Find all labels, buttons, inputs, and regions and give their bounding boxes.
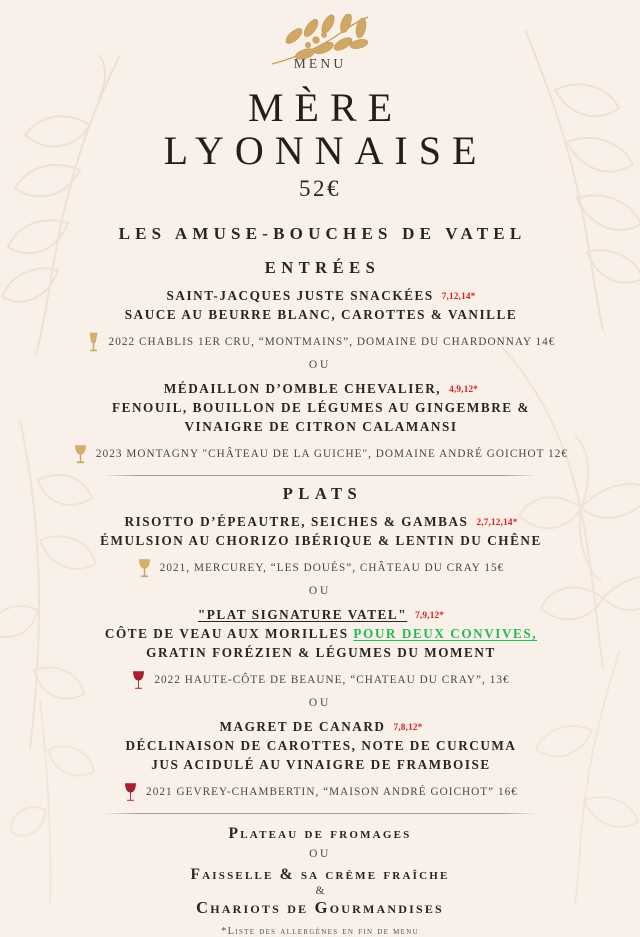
section-heading-entrees: ENTRÉES (264, 258, 381, 278)
dish-item-signature (0, 605, 640, 691)
dish-text: MÉDAILLON D’OMBLE CHEVALIER, (163, 381, 442, 397)
wine-label: 2021 GEVREY-CHAMBERTIN, “MAISON ANDRÉ GOICHOT” 16€ (146, 786, 518, 799)
wine-label: 2023 MONTAGNY "CHÂTEAU DE LA GUICHE", DOMAINE ANDRÉ GOICHOT 12€ (95, 448, 569, 461)
dish-line: DÉCLINAISON DE CAROTTES, NOTE DE CURCUMA (125, 738, 517, 754)
menu-eyebrow: MENU (293, 56, 347, 71)
allergen-codes: 7,12,14* (441, 291, 476, 302)
dish-text: MAGRET DE CANARD (219, 719, 386, 735)
wine-label: 2022 CHABLIS 1ER CRU, “MONTMAINS”, DOMAINE DU CHARDONNAY 14€ (108, 336, 556, 349)
dish-line (0, 717, 640, 736)
wine-glass-icon (72, 443, 89, 465)
cheese-course: Plateau de fromages (228, 825, 412, 843)
wine-glass-icon (136, 557, 153, 579)
dish-line: SAUCE AU BEURRE BLANC, CAROTTES & VANILLE (124, 307, 518, 323)
option-separator: OU (308, 697, 332, 710)
wine-label: 2022 HAUTE-CÔTE DE BEAUNE, “CHATEAU DU CRAY”, 13€ (154, 674, 510, 687)
dish-highlight: POUR DEUX CONVIVES, (353, 626, 538, 642)
allergen-codes: 7,9,12* (415, 610, 445, 621)
dish-item (0, 379, 640, 465)
dish-line (0, 624, 640, 643)
red-wine-glass-icon (122, 781, 139, 803)
dish-item (0, 512, 640, 579)
page-title-line-1: MÈRE (247, 85, 404, 130)
dish-item (0, 717, 640, 803)
amuse-bouches-heading: LES AMUSE-BOUCHES DE VATEL (118, 224, 527, 244)
menu-price: 52€ (299, 176, 341, 202)
wine-pairing (0, 781, 640, 803)
signature-label: "PLAT SIGNATURE VATEL" (197, 607, 408, 623)
allergen-codes: 2,7,12,14* (476, 517, 518, 528)
section-heading-plats: PLATS (282, 484, 363, 504)
dish-text: SAINT-JACQUES JUSTE SNACKÉES (166, 288, 434, 304)
dish-line: JUS ACIDULÉ AU VINAIGRE DE FRAMBOISE (151, 757, 491, 773)
dish-line: FENOUIL, BOUILLON DE LÉGUMES AU GINGEMBRE & (112, 400, 530, 416)
dish-text: CÔTE DE VEAU AUX MORILLES (104, 626, 354, 642)
wine-pairing (0, 443, 640, 465)
dish-line: GRATIN FORÉZIEN & LÉGUMES DU MOMENT (146, 645, 496, 661)
section-divider (103, 813, 537, 814)
dish-line: ÉMULSION AU CHORIZO IBÉRIQUE & LENTIN DU CHÊNE (100, 533, 542, 549)
red-wine-glass-icon (130, 669, 147, 691)
dessert-section (0, 825, 640, 937)
gourmandises-course: Chariots de Gourmandises (196, 898, 444, 918)
dish-line (0, 286, 640, 305)
dish-line: VINAIGRE DE CITRON CALAMANSI (184, 419, 458, 435)
allergen-codes: 4,9,12* (449, 384, 479, 395)
option-separator: OU (309, 848, 331, 861)
wine-pairing (0, 331, 640, 353)
section-divider (103, 475, 537, 476)
dish-line (0, 512, 640, 531)
dish-line (0, 379, 640, 398)
allergen-codes: 7,8,12* (393, 722, 423, 733)
champagne-glass-icon (85, 331, 102, 353)
wine-pairing (0, 557, 640, 579)
dish-item (0, 286, 640, 353)
page-title-line-2: LYONNAISE (163, 128, 488, 174)
wine-label: 2021, MERCUREY, “LES DOUÉS”, CHÂTEAU DU CRAY 15€ (159, 562, 505, 575)
ampersand-separator: & (315, 885, 325, 898)
faisselle-course: Faisselle & sa crème fraîche (190, 866, 450, 884)
option-separator: OU (308, 359, 332, 372)
menu-header (0, 14, 640, 202)
wine-pairing (0, 669, 640, 691)
dish-text: RISOTTO D’ÉPEAUTRE, SEICHES & GAMBAS (124, 514, 469, 530)
dish-line (0, 605, 640, 624)
option-separator: OU (308, 585, 332, 598)
allergen-note: *Liste des allergènes en fin de menu (221, 926, 419, 937)
